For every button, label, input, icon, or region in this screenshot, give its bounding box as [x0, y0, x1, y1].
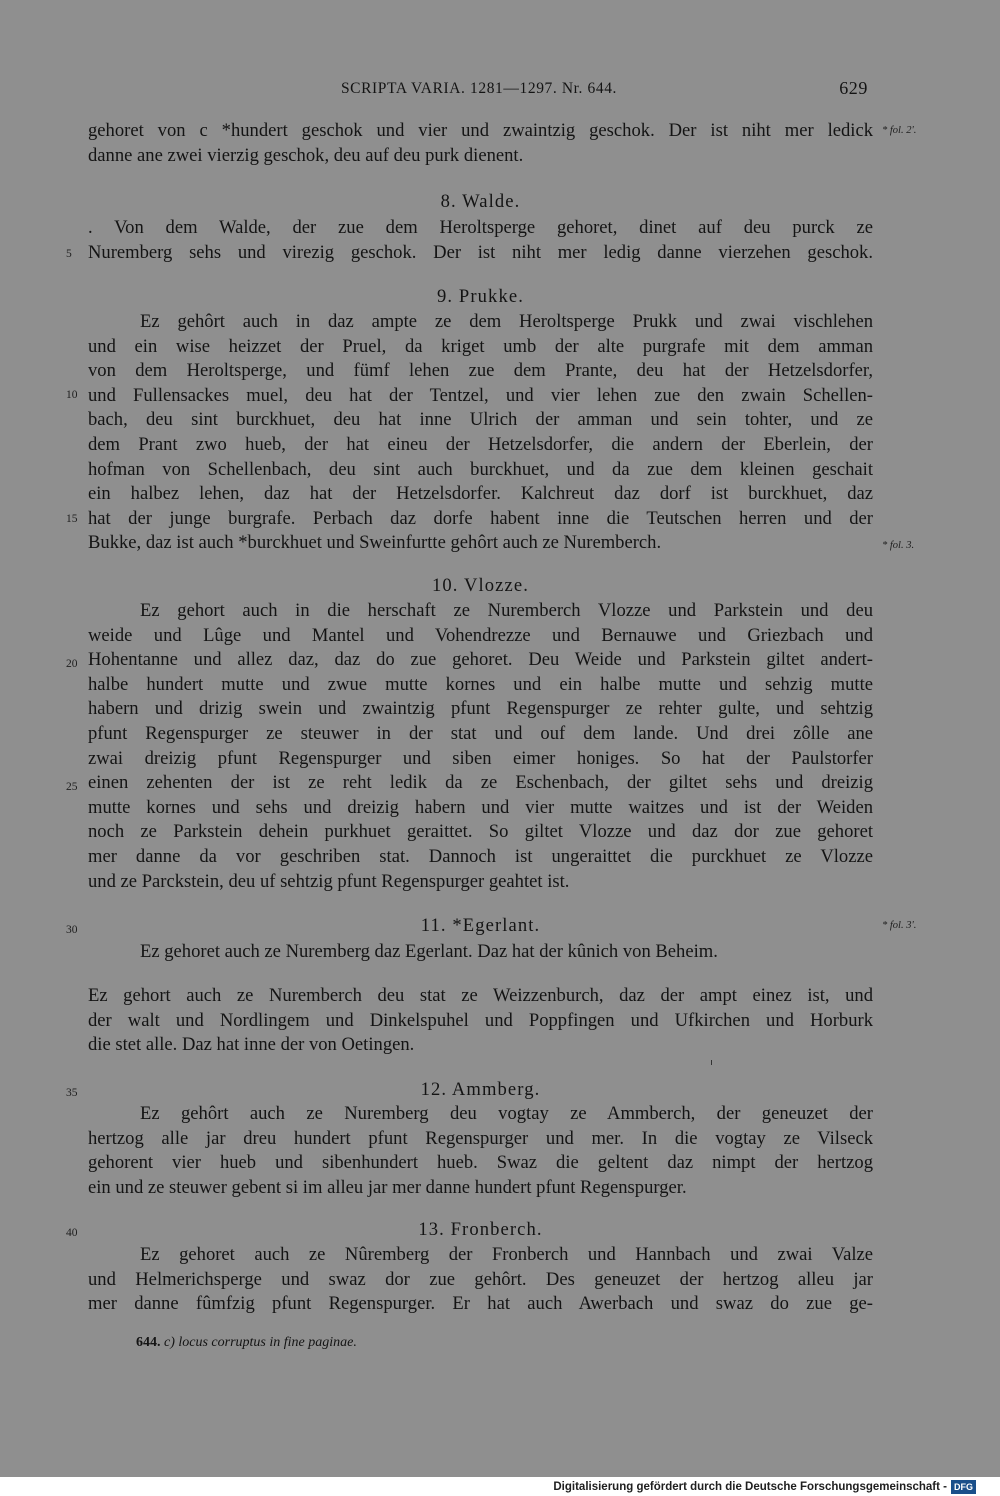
line-number: 25: [66, 781, 78, 793]
text-line: habern und drizig swein und zwaintzig pfunt Regenspurger ze rehter gulte, und sehtzig: [88, 698, 873, 720]
text-line: hertzog alle jar dreu hundert pfunt Regenspurger und mer. In die vogtay ze Vilseck: [88, 1127, 873, 1149]
section-fronberch: [88, 1243, 873, 1317]
text-line: Ez gehort auch ze Nuremberch deu stat ze Weizzenburch, daz der ampt einez ist, und: [88, 985, 873, 1006]
text-line: Ez gehoret auch ze Nûremberg der Fronberch und Hannbach und zwai Valze: [140, 1244, 873, 1265]
text-line: noch ze Parkstein dehein purkhuet geraittet. So giltet Vlozze und daz dor zue gehoret: [88, 821, 873, 843]
section-ammberg: [88, 1102, 873, 1200]
text-line: die stet alle. Daz hat inne der von Oetingen.: [88, 1034, 415, 1056]
line-number: 5: [66, 248, 72, 260]
text-line: . Von dem Walde, der zue dem Heroltsperge gehoret, dinet auf deu purck ze: [88, 217, 873, 238]
text-line: gehoret von c *hundert geschok und vier und zwaintzig geschok. Der ist niht mer ledick: [88, 120, 873, 141]
text-line: bach, deu sint burckhuet, deu hat inne Ulrich der amman und sein tohter, und ze: [88, 409, 873, 431]
section-egerlant-paragraph-2: [88, 984, 873, 1058]
text-line: und Fullensackes muel, deu hat der Tentzel, und vier lehen zue den zwain Schellen-: [88, 384, 873, 406]
header-title: SCRIPTA VARIA. 1281—1297. Nr. 644.: [340, 80, 618, 97]
footnote-text: c) locus corruptus in fine paginae.: [164, 1335, 357, 1350]
section-heading-egerlant: 11. *Egerlant.: [420, 915, 541, 936]
text-line: danne ane zwei vierzig geschok, deu auf deu purk dienent.: [88, 144, 524, 166]
running-header: [88, 80, 870, 106]
line-number: 30: [66, 924, 78, 936]
section-egerlant: [88, 940, 873, 965]
text-line: der walt und Nordlingem und Dinkelspuhel und Poppfingen und Ufkirchen und Horburk: [88, 1009, 873, 1031]
text-line: Hohentanne und allez daz, daz do zue gehoret. Deu Weide und Parkstein giltet andert-: [88, 649, 873, 671]
section-walde: [88, 216, 873, 265]
folio-marker: * fol. 3'.: [882, 920, 917, 931]
text-line: halbe hundert mutte und zwue mutte kornes und ein halbe mutte und sehzig mutte: [88, 673, 873, 695]
credit-text: Digitalisierung gefördert durch die Deutsche Forschungsgemeinschaft -: [553, 1481, 947, 1493]
line-number: 10: [66, 389, 78, 401]
scan-mark: [711, 1060, 712, 1065]
text-line: Nuremberg sehs und virezig geschok. Der ist niht mer ledig danne vierzehen geschok.: [88, 241, 873, 263]
text-line: mer danne fûmfzig pfunt Regenspurger. Er hat auch Awerbach und swaz do zue ge-: [88, 1293, 873, 1315]
footnote: [136, 1335, 357, 1351]
text-line: Ez gehoret auch ze Nuremberg daz Egerlant. Daz hat der kûnich von Beheim.: [140, 941, 718, 962]
text-line: Ez gehôrt auch in daz ampte ze dem Heroltsperge Prukk und zwai vischlehen: [140, 311, 873, 332]
footnote-number: 644.: [136, 1335, 161, 1350]
folio-marker: * fol. 3.: [882, 540, 915, 551]
text-line: dem Prant zwo hueb, der hat eineu der Hetzelsdorfer, die andern der Eberlein, der: [88, 433, 873, 455]
line-number: 40: [66, 1227, 78, 1239]
text-line: und ze Parckstein, deu uf sehtzig pfunt Regenspurger geahtet ist.: [88, 870, 570, 892]
section-vlozze: [88, 599, 873, 894]
text-line: weide und Lûge und Mantel und Vohendrezze und Bernauwe und Griezbach und: [88, 624, 873, 646]
intro-paragraph: [88, 119, 873, 168]
folio-marker: * fol. 2'.: [882, 125, 917, 136]
text-line: von dem Heroltsperge, und fümf lehen zue dem Prante, deu hat der Hetzelsdorfer,: [88, 360, 873, 382]
text-line: einen zehenten der ist ze reht ledik da ze Eschenbach, der giltet sehs und dreizig: [88, 772, 873, 794]
page-number: 629: [839, 78, 868, 98]
text-line: Bukke, daz ist auch *burckhuet und Sweinfurtte gehôrt auch ze Nuremberch.: [88, 532, 662, 554]
text-line: zwai dreizig pfunt Regenspurger und siben eimer honiges. So hat der Paulstorfer: [88, 747, 873, 769]
line-number: 35: [66, 1087, 78, 1099]
text-line: pfunt Regenspurger ze steuwer in der stat und ouf dem lande. Und drei zôlle ane: [88, 722, 873, 744]
digitization-credit: [553, 1478, 976, 1496]
text-line: Ez gehort auch in die herschaft ze Nuremberch Vlozze und Parkstein und deu: [140, 600, 873, 621]
section-heading-fronberch: 13. Fronberch.: [418, 1219, 543, 1240]
text-line: und ein wise heizzet der Pruel, da kriget umb der alte purgrafe mit dem amman: [88, 335, 873, 357]
text-line: mutte kornes und sehs und dreizig habern und vier mutte waitzes und ist der Weiden: [88, 796, 873, 818]
section-prukke: [88, 310, 873, 556]
section-heading-ammberg: 12. Ammberg.: [420, 1079, 541, 1100]
text-line: und Helmerichsperge und swaz dor zue gehôrt. Des geneuzet der hertzog alleu jar: [88, 1268, 873, 1290]
text-line: ein halbez lehen, daz hat der Hetzelsdorfer. Kalchreut daz dorf ist burckhuet, daz: [88, 483, 873, 505]
line-number: 20: [66, 658, 78, 670]
text-line: mer danne da vor geschriben stat. Dannoch ist ungeraittet die purckhuet ze Vlozze: [88, 845, 873, 867]
section-heading-vlozze: 10. Vlozze.: [432, 575, 529, 596]
text-line: hat der junge burgrafe. Perbach daz dorfe habent inne die Teutschen herren und der: [88, 507, 873, 529]
section-heading-prukke: 9. Prukke.: [437, 286, 524, 307]
dfg-logo-icon: DFG: [951, 1480, 976, 1494]
section-heading-walde: 8. Walde.: [440, 191, 521, 212]
text-line: ein und ze steuwer gebent si im alleu jar mer danne hundert pfunt Regenspurger.: [88, 1176, 687, 1198]
line-number: 15: [66, 513, 78, 525]
text-line: hofman von Schellenbach, deu sint auch burckhuet, und da zue dem kleinen geschait: [88, 458, 873, 480]
text-line: Ez gehôrt auch ze Nuremberg deu vogtay ze Ammberch, der geneuzet der: [140, 1103, 873, 1124]
text-line: gehorent vier hueb und sibenhundert hueb. Swaz die geltent daz nimpt der hertzog: [88, 1152, 873, 1174]
